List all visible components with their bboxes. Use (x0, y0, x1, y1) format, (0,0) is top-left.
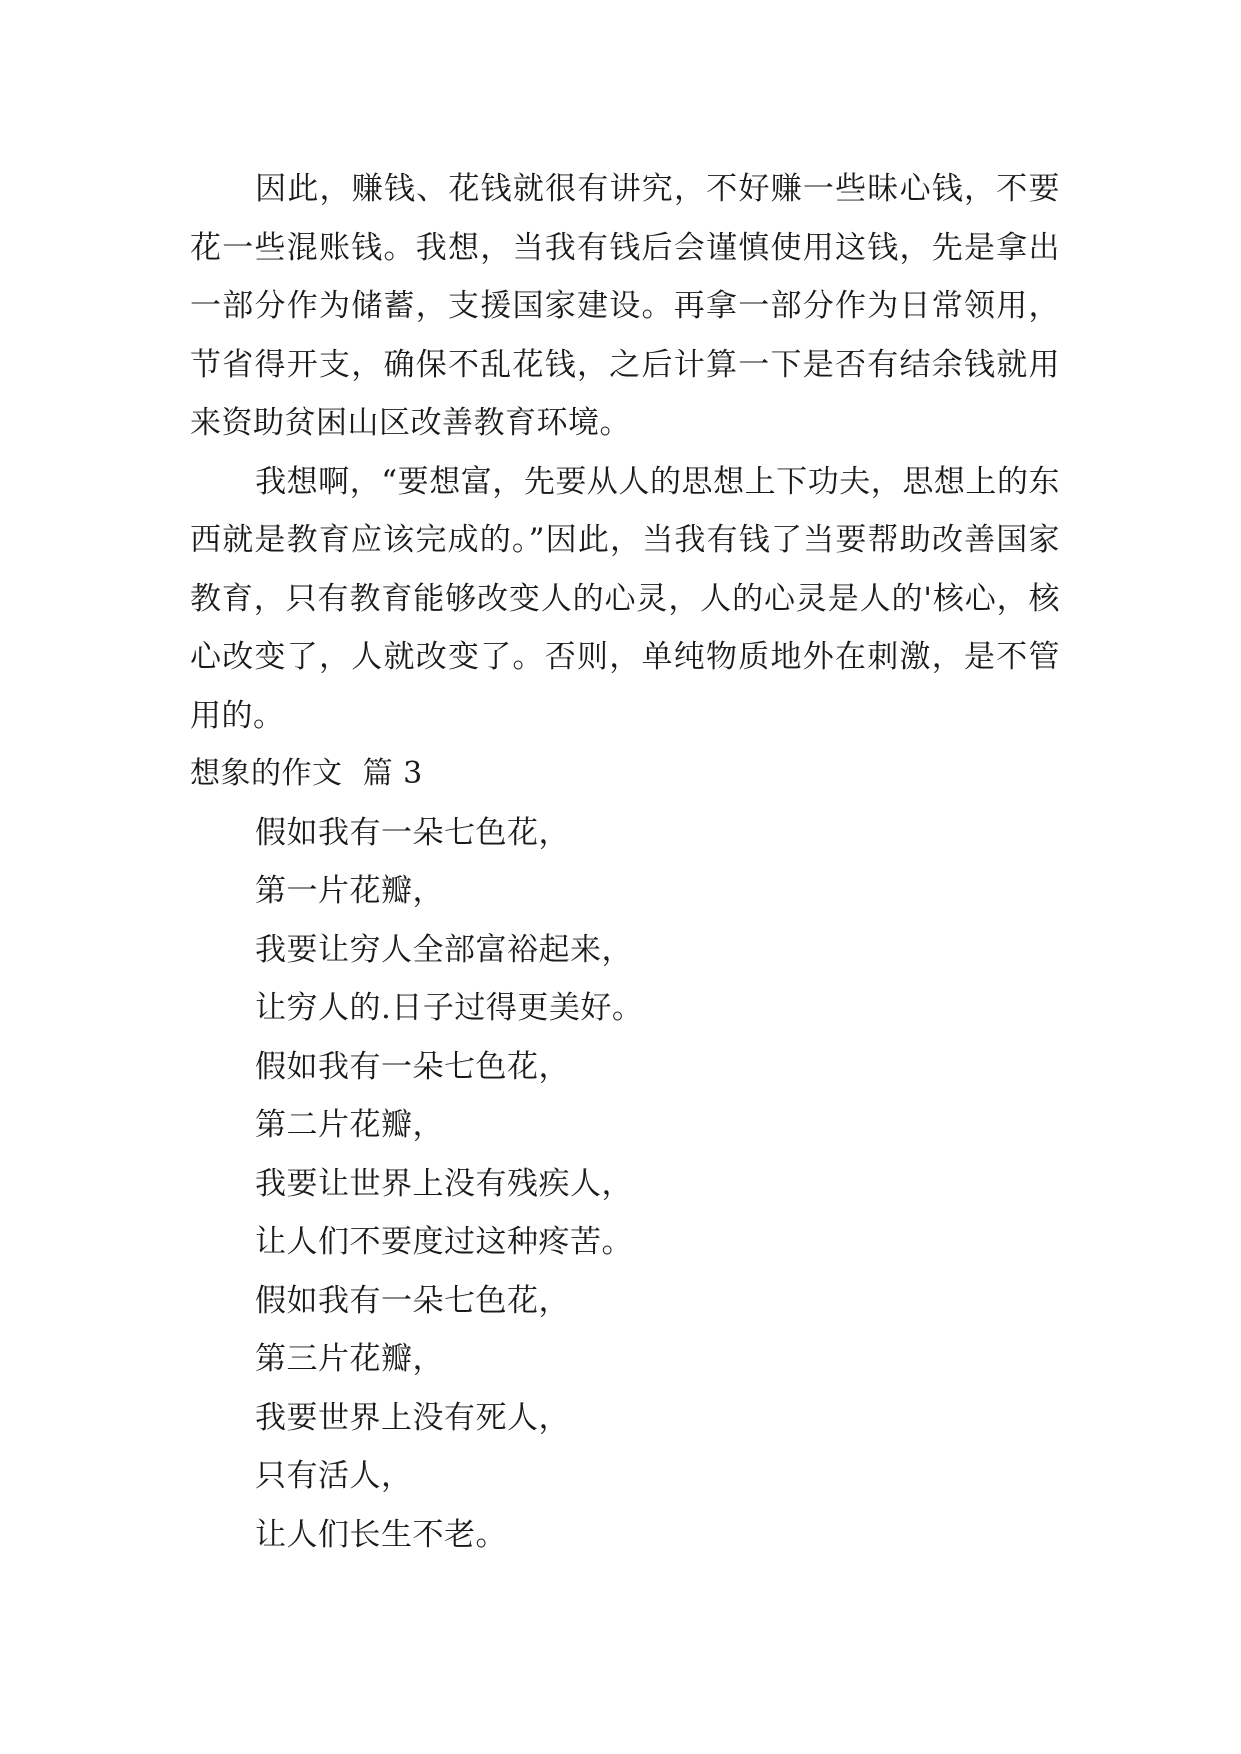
verse-line: 第一片花瓣， (255, 873, 444, 909)
verse-line: 第二片花瓣， (255, 1107, 444, 1143)
verse-line: 我要让世界上没有残疾人， (255, 1165, 633, 1202)
verse-line: 我要世界上没有死人， (255, 1399, 570, 1436)
verse-line: 第三片花瓣， (255, 1341, 444, 1377)
section-heading: 想象的作文 篇 3 (190, 756, 423, 791)
verse-line: 假如我有一朵七色花， (255, 1048, 570, 1085)
verse-line: 假如我有一朵七色花， (255, 1282, 570, 1319)
paragraph-1: 因此，赚钱、花钱就很有讲究，不好赚一些昧心钱，不要花一些混账钱。我想，当我有钱后会谨慎使用这钱，先是拿出一部分作为储蓄，支援国家建设。再拿一部分作为日常领用，节省得开支，确保不乱花钱，之后计算一下是否有结余钱就用来资助贫困山区改善教育环境。 (190, 171, 1060, 441)
document-page (190, 160, 1060, 1564)
verse-line: 假如我有一朵七色花， (255, 814, 570, 851)
verse-line: 让人们长生不老。 (255, 1516, 507, 1553)
verse-line: 让人们不要度过这种疼苦。 (255, 1224, 633, 1260)
verse-line: 我要让穷人全部富裕起来， (255, 931, 633, 968)
paragraph-2: 我想啊，“要想富，先要从人的思想上下功夫，思想上的东西就是教育应该完成的。”因此，当我有钱了当要帮助改善国家教育，只有教育能够改变人的心灵，人的心灵是人的'核心，核心改变了，人就改变了。否则，单纯物质地外在刺激，是不管用的。 (190, 463, 1060, 734)
verse-line: 让穷人的.日子过得更美好。 (255, 990, 644, 1026)
verse-line: 只有活人， (255, 1458, 413, 1494)
